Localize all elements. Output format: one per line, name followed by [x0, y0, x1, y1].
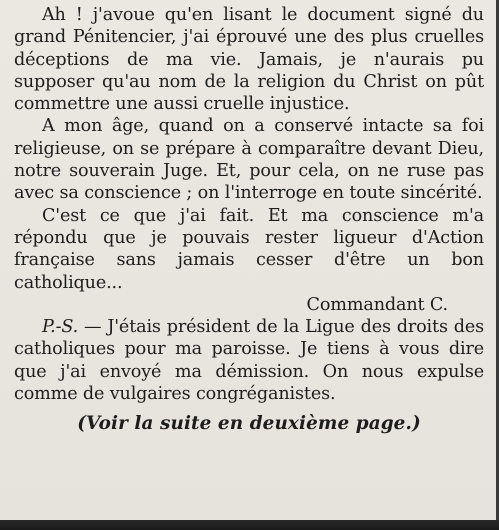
- paragraph-2: A mon âge, quand on a conservé intacte sa foi religieuse, on se prépare à comparaître devant Dieu, notre souverain Juge. Et, pour cela, on ne ruse pas avec sa conscience ; on l'interroge en toute sincérité.: [14, 116, 484, 204]
- signature: Commandant C.: [306, 294, 448, 315]
- postscript-text: — J'étais président de la Ligue des droits des catholiques pour ma paroisse. Je tiens à vous dire que j'ai envoyé ma démission. On nous expulse comme de vulgaires congréganistes.: [14, 317, 484, 405]
- article-column: [14, 4, 484, 436]
- paragraph-1: Ah ! j'avoue qu'en lisant le document signé du grand Pénitencier, j'ai éprouvé une des plus cruelles déceptions de ma vie. Jamais, je n'aurais pu supposer qu'au nom de la religion du Christ on pût commettre une aussi cruelle injustice.: [14, 5, 484, 115]
- paragraph-3: C'est ce que j'ai fait. Et ma conscience m'a répondu que je pouvais rester ligueur d'Action française sans jamais cesser d'être un bon catholique...: [14, 205, 484, 293]
- continued-notice: (Voir la suite en deuxième page.): [77, 413, 421, 435]
- bottom-rule: [0, 520, 499, 530]
- postscript: [14, 316, 484, 405]
- postscript-label: P.-S.: [42, 317, 79, 338]
